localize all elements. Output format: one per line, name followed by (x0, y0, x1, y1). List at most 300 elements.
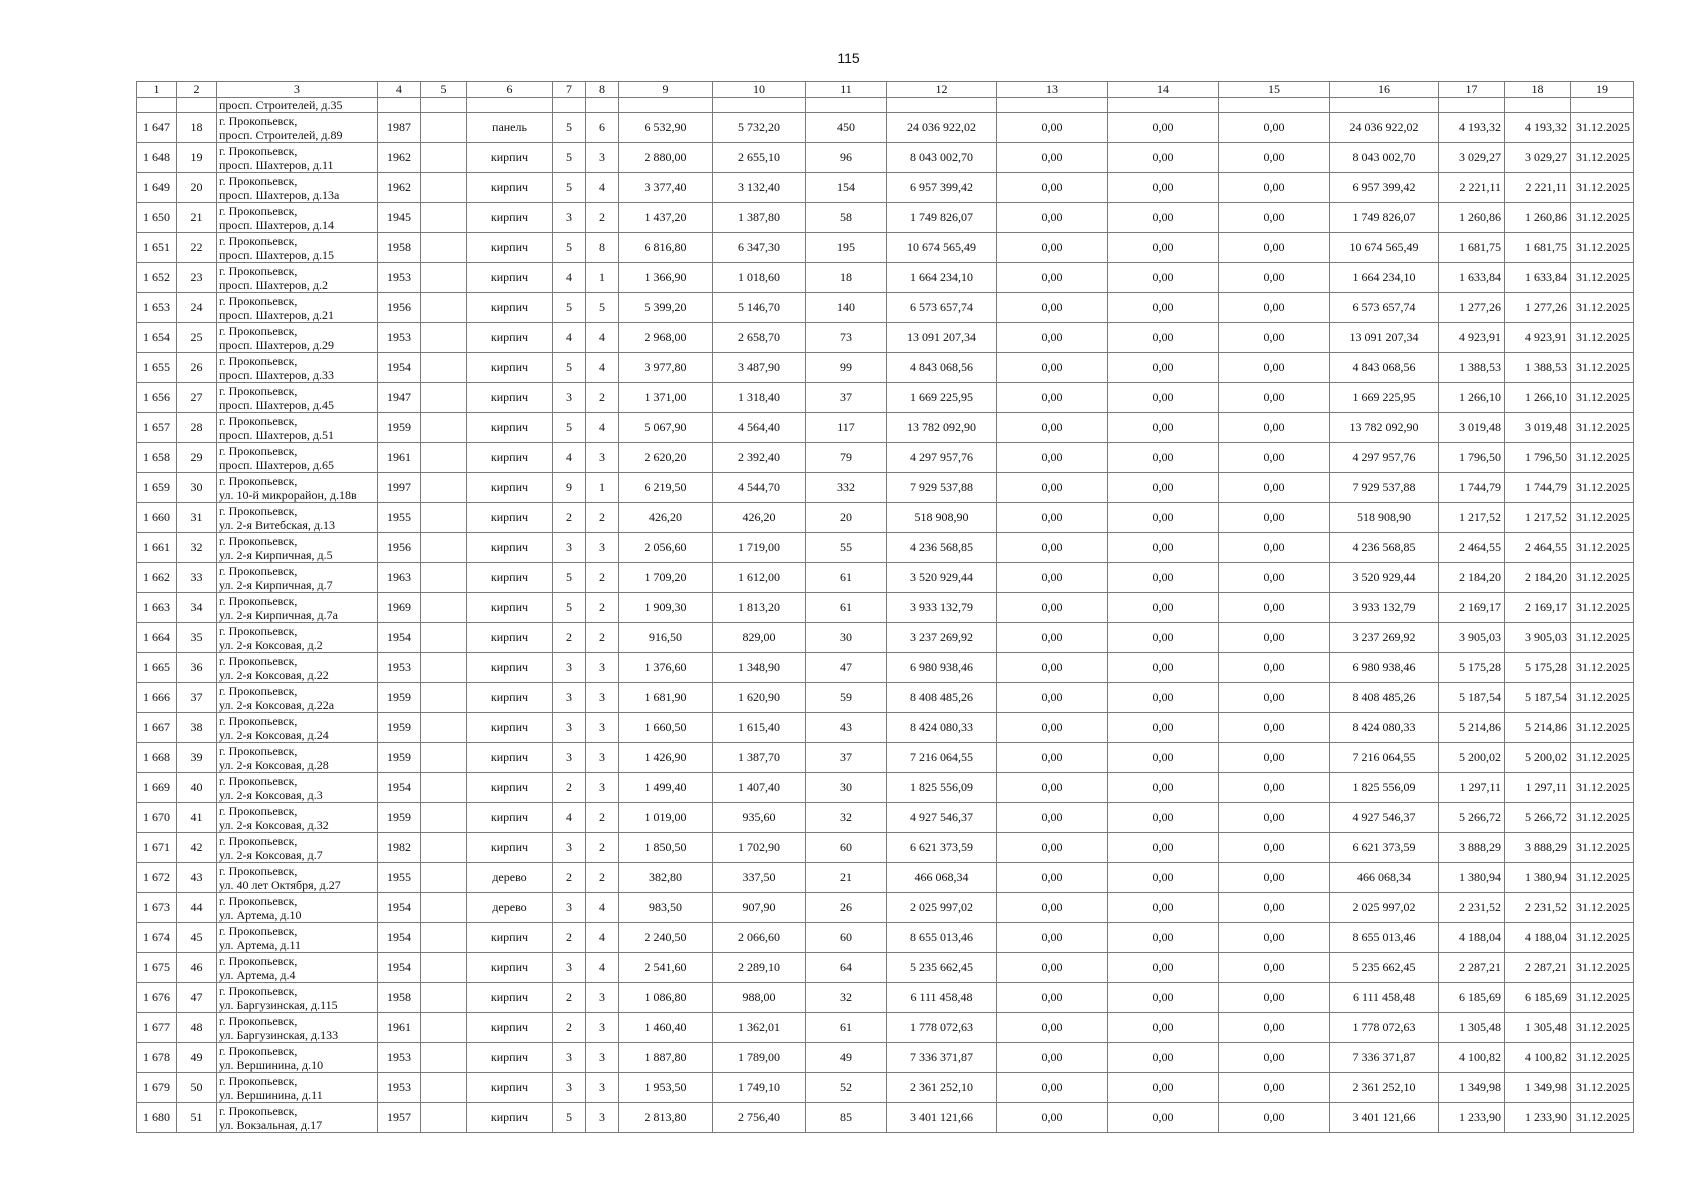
cost-local: 0,00 (1219, 473, 1330, 503)
col-5 (421, 623, 467, 653)
row-number: 1 652 (137, 263, 177, 293)
total-cost: 6 957 399,42 (887, 173, 997, 203)
address-street: ул. 2-я Кирпичная, д.7а (219, 607, 338, 622)
wall-material: кирпич (467, 1073, 553, 1103)
table-row (137, 563, 1634, 593)
cost-owners: 3 520 929,44 (1330, 563, 1439, 593)
floors: 3 (553, 653, 586, 683)
address-street: ул. 2-я Кирпичная, д.5 (219, 547, 333, 562)
address (217, 893, 378, 923)
cost-per-sqm: 1 297,11 (1439, 773, 1505, 803)
column-header: 13 (997, 82, 1108, 98)
cost-federal: 0,00 (997, 353, 1108, 383)
total-cost: 1 664 234,10 (887, 263, 997, 293)
floors: 3 (553, 1073, 586, 1103)
living-area: 1 318,40 (713, 383, 806, 413)
row-number: 1 673 (137, 893, 177, 923)
total-cost: 6 980 938,46 (887, 653, 997, 683)
entrances: 4 (586, 353, 619, 383)
row-number: 1 675 (137, 953, 177, 983)
address (217, 293, 378, 323)
living-area: 3 487,90 (713, 353, 806, 383)
address-street: ул. Артема, д.10 (219, 907, 302, 922)
total-cost: 4 843 068,56 (887, 353, 997, 383)
cost-regional: 0,00 (1108, 413, 1219, 443)
cost-regional: 0,00 (1108, 473, 1219, 503)
living-area: 1 407,40 (713, 773, 806, 803)
address-street: ул. 2-я Коксовая, д.32 (219, 817, 329, 832)
cost-local: 0,00 (1219, 773, 1330, 803)
floors: 4 (553, 803, 586, 833)
row-number: 1 664 (137, 623, 177, 653)
year-built: 1954 (378, 953, 421, 983)
living-area: 1 387,70 (713, 743, 806, 773)
wall-material: кирпич (467, 953, 553, 983)
cost-per-sqm: 1 277,26 (1439, 293, 1505, 323)
cost-local: 0,00 (1219, 653, 1330, 683)
address-city: г. Прокопьевск, (219, 383, 298, 398)
living-area: 1 018,60 (713, 263, 806, 293)
cost-local: 0,00 (1219, 1013, 1330, 1043)
column-header: 7 (553, 82, 586, 98)
entrances: 2 (586, 593, 619, 623)
floors: 3 (553, 533, 586, 563)
cost-federal: 0,00 (997, 413, 1108, 443)
living-area: 1 615,40 (713, 713, 806, 743)
entrances: 5 (586, 293, 619, 323)
year-built: 1956 (378, 293, 421, 323)
col-5 (421, 263, 467, 293)
entrances: 2 (586, 563, 619, 593)
address (217, 533, 378, 563)
row-number: 1 665 (137, 653, 177, 683)
max-cost-per-sqm: 1 380,94 (1505, 863, 1571, 893)
col-5 (421, 293, 467, 323)
address-street: ул. Вершинина, д.10 (219, 1057, 324, 1072)
cost-owners: 3 401 121,66 (1330, 1103, 1439, 1133)
total-cost: 1 669 225,95 (887, 383, 997, 413)
total-area: 1 426,90 (619, 743, 713, 773)
cost-owners: 4 236 568,85 (1330, 533, 1439, 563)
entrances: 1 (586, 263, 619, 293)
wall-material: кирпич (467, 473, 553, 503)
address-city: г. Прокопьевск, (219, 413, 298, 428)
floors: 2 (553, 503, 586, 533)
entrances: 4 (586, 953, 619, 983)
table-row (137, 293, 1634, 323)
row-number: 1 648 (137, 143, 177, 173)
wall-material: кирпич (467, 203, 553, 233)
local-number: 25 (177, 323, 217, 353)
cost-local: 0,00 (1219, 293, 1330, 323)
table-row (137, 143, 1634, 173)
floors: 5 (553, 413, 586, 443)
max-cost-per-sqm: 3 029,27 (1505, 143, 1571, 173)
total-cost: 10 674 565,49 (887, 233, 997, 263)
table-row (137, 323, 1634, 353)
address-street: просп. Шахтеров, д.15 (219, 247, 334, 262)
cost-federal: 0,00 (997, 863, 1108, 893)
col-5 (421, 473, 467, 503)
table-row (137, 443, 1634, 473)
address (217, 1073, 378, 1103)
total-area: 916,50 (619, 623, 713, 653)
address-city: г. Прокопьевск, (219, 323, 298, 338)
living-area: 5 146,70 (713, 293, 806, 323)
cost-local: 0,00 (1219, 803, 1330, 833)
local-number: 40 (177, 773, 217, 803)
living-area: 1 348,90 (713, 653, 806, 683)
cost-regional: 0,00 (1108, 983, 1219, 1013)
col-5 (421, 1103, 467, 1133)
year-built: 1954 (378, 353, 421, 383)
year-built: 1997 (378, 473, 421, 503)
cost-per-sqm: 2 169,17 (1439, 593, 1505, 623)
address-city: г. Прокопьевск, (219, 443, 298, 458)
total-area: 1 376,60 (619, 653, 713, 683)
cost-regional: 0,00 (1108, 893, 1219, 923)
completion-date: 31.12.2025 (1571, 1013, 1634, 1043)
row-number: 1 672 (137, 863, 177, 893)
address-street: просп. Шахтеров, д.51 (219, 427, 334, 442)
cost-local: 0,00 (1219, 173, 1330, 203)
max-cost-per-sqm: 6 185,69 (1505, 983, 1571, 1013)
cost-per-sqm: 1 266,10 (1439, 383, 1505, 413)
col-5 (421, 533, 467, 563)
cost-owners: 1 825 556,09 (1330, 773, 1439, 803)
residents: 20 (806, 503, 887, 533)
year-built: 1955 (378, 863, 421, 893)
residents: 117 (806, 413, 887, 443)
total-area: 1 909,30 (619, 593, 713, 623)
col-5 (421, 983, 467, 1013)
floors: 4 (553, 443, 586, 473)
max-cost-per-sqm: 1 349,98 (1505, 1073, 1571, 1103)
year-built: 1963 (378, 563, 421, 593)
local-number: 27 (177, 383, 217, 413)
cost-per-sqm: 6 185,69 (1439, 983, 1505, 1013)
cost-owners: 6 621 373,59 (1330, 833, 1439, 863)
address (217, 233, 378, 263)
max-cost-per-sqm: 1 633,84 (1505, 263, 1571, 293)
total-area: 5 067,90 (619, 413, 713, 443)
row-number: 1 654 (137, 323, 177, 353)
address (217, 683, 378, 713)
floors: 2 (553, 983, 586, 1013)
address-city: г. Прокопьевск, (219, 863, 298, 878)
residents: 450 (806, 113, 887, 143)
year-built: 1954 (378, 773, 421, 803)
max-cost-per-sqm: 5 214,86 (1505, 713, 1571, 743)
row-number: 1 658 (137, 443, 177, 473)
address-city: г. Прокопьевск, (219, 713, 298, 728)
address (217, 173, 378, 203)
row-number: 1 676 (137, 983, 177, 1013)
col-5 (421, 743, 467, 773)
residents: 61 (806, 593, 887, 623)
local-number: 28 (177, 413, 217, 443)
entrances: 2 (586, 503, 619, 533)
wall-material: кирпич (467, 413, 553, 443)
total-area: 6 532,90 (619, 113, 713, 143)
address-street: просп. Шахтеров, д.29 (219, 337, 334, 352)
completion-date: 31.12.2025 (1571, 473, 1634, 503)
total-area: 1 953,50 (619, 1073, 713, 1103)
cost-federal: 0,00 (997, 893, 1108, 923)
address-street: ул. Артема, д.4 (219, 967, 296, 982)
floors: 5 (553, 1103, 586, 1133)
table-row (137, 773, 1634, 803)
max-cost-per-sqm: 2 231,52 (1505, 893, 1571, 923)
col-5 (421, 563, 467, 593)
cost-federal: 0,00 (997, 653, 1108, 683)
cost-federal: 0,00 (997, 503, 1108, 533)
cost-federal: 0,00 (997, 323, 1108, 353)
housing-table (136, 81, 1634, 1133)
total-area: 1 371,00 (619, 383, 713, 413)
cost-local: 0,00 (1219, 1043, 1330, 1073)
address (217, 773, 378, 803)
cost-federal: 0,00 (997, 923, 1108, 953)
cost-owners: 8 043 002,70 (1330, 143, 1439, 173)
row-number: 1 653 (137, 293, 177, 323)
column-header: 19 (1571, 82, 1634, 98)
year-built: 1961 (378, 1013, 421, 1043)
cost-local: 0,00 (1219, 563, 1330, 593)
entrances: 2 (586, 803, 619, 833)
row-number: 1 649 (137, 173, 177, 203)
wall-material: кирпич (467, 653, 553, 683)
table-row (137, 983, 1634, 1013)
completion-date: 31.12.2025 (1571, 383, 1634, 413)
address-city: г. Прокопьевск, (219, 653, 298, 668)
completion-date: 31.12.2025 (1571, 983, 1634, 1013)
cost-per-sqm: 4 100,82 (1439, 1043, 1505, 1073)
cost-per-sqm: 2 184,20 (1439, 563, 1505, 593)
address-city: г. Прокопьевск, (219, 293, 298, 308)
total-cost: 4 927 546,37 (887, 803, 997, 833)
living-area: 426,20 (713, 503, 806, 533)
residents: 154 (806, 173, 887, 203)
max-cost-per-sqm: 4 100,82 (1505, 1043, 1571, 1073)
cost-federal: 0,00 (997, 113, 1108, 143)
local-number: 33 (177, 563, 217, 593)
address-street: ул. Баргузинская, д.133 (219, 1027, 339, 1042)
cost-local: 0,00 (1219, 353, 1330, 383)
wall-material: кирпич (467, 1103, 553, 1133)
address-street: ул. Артема, д.11 (219, 937, 302, 952)
floors: 2 (553, 773, 586, 803)
row-number: 1 669 (137, 773, 177, 803)
address-street: ул. Вокзальная, д.17 (219, 1117, 323, 1132)
cost-federal: 0,00 (997, 383, 1108, 413)
wall-material: кирпич (467, 923, 553, 953)
cost-per-sqm: 2 231,52 (1439, 893, 1505, 923)
cost-federal: 0,00 (997, 953, 1108, 983)
address (217, 1013, 378, 1043)
living-area: 2 658,70 (713, 323, 806, 353)
address-city: г. Прокопьевск, (219, 563, 298, 578)
entrances: 4 (586, 923, 619, 953)
address-city: г. Прокопьевск, (219, 113, 298, 128)
total-cost: 1 778 072,63 (887, 1013, 997, 1043)
living-area: 1 702,90 (713, 833, 806, 863)
cost-regional: 0,00 (1108, 143, 1219, 173)
living-area: 4 564,40 (713, 413, 806, 443)
address-city: г. Прокопьевск, (219, 173, 298, 188)
living-area: 935,60 (713, 803, 806, 833)
col-5 (421, 233, 467, 263)
col-5 (421, 1073, 467, 1103)
col-5 (421, 173, 467, 203)
table-row (137, 923, 1634, 953)
col-5 (421, 923, 467, 953)
year-built: 1982 (378, 833, 421, 863)
max-cost-per-sqm: 1 681,75 (1505, 233, 1571, 263)
completion-date: 31.12.2025 (1571, 833, 1634, 863)
column-header: 5 (421, 82, 467, 98)
total-cost: 466 068,34 (887, 863, 997, 893)
local-number: 51 (177, 1103, 217, 1133)
entrances: 3 (586, 443, 619, 473)
year-built: 1954 (378, 623, 421, 653)
completion-date: 31.12.2025 (1571, 863, 1634, 893)
address-city: г. Прокопьевск, (219, 893, 298, 908)
living-area: 1 719,00 (713, 533, 806, 563)
floors: 2 (553, 863, 586, 893)
cost-owners: 13 091 207,34 (1330, 323, 1439, 353)
address-street: ул. 2-я Витебская, д.13 (219, 517, 336, 532)
year-built: 1958 (378, 233, 421, 263)
cost-owners: 3 237 269,92 (1330, 623, 1439, 653)
row-number: 1 677 (137, 1013, 177, 1043)
cost-regional: 0,00 (1108, 323, 1219, 353)
table-row (137, 1043, 1634, 1073)
address-street: просп. Строителей, д.89 (219, 127, 343, 142)
entrances: 4 (586, 413, 619, 443)
floors: 3 (553, 683, 586, 713)
total-area: 1 681,90 (619, 683, 713, 713)
address-city: г. Прокопьевск, (219, 923, 298, 938)
cost-local: 0,00 (1219, 113, 1330, 143)
address-street: просп. Шахтеров, д.11 (219, 157, 334, 172)
residents: 73 (806, 323, 887, 353)
cost-per-sqm: 1 305,48 (1439, 1013, 1505, 1043)
address-street: ул. 2-я Коксовая, д.3 (219, 787, 323, 802)
row-number: 1 666 (137, 683, 177, 713)
address (217, 143, 378, 173)
living-area: 1 387,80 (713, 203, 806, 233)
total-area: 2 968,00 (619, 323, 713, 353)
cost-per-sqm: 4 923,91 (1439, 323, 1505, 353)
cost-local: 0,00 (1219, 1073, 1330, 1103)
row-number: 1 662 (137, 563, 177, 593)
address-city: г. Прокопьевск, (219, 203, 298, 218)
total-area: 2 813,80 (619, 1103, 713, 1133)
total-cost: 5 235 662,45 (887, 953, 997, 983)
year-built: 1959 (378, 743, 421, 773)
address (217, 803, 378, 833)
floors: 5 (553, 113, 586, 143)
max-cost-per-sqm: 1 260,86 (1505, 203, 1571, 233)
cost-owners: 4 843 068,56 (1330, 353, 1439, 383)
wall-material: кирпич (467, 323, 553, 353)
max-cost-per-sqm: 1 388,53 (1505, 353, 1571, 383)
cost-per-sqm: 3 029,27 (1439, 143, 1505, 173)
residents: 140 (806, 293, 887, 323)
cost-regional: 0,00 (1108, 713, 1219, 743)
entrances: 3 (586, 1043, 619, 1073)
year-built: 1953 (378, 1073, 421, 1103)
living-area: 5 732,20 (713, 113, 806, 143)
address-city: г. Прокопьевск, (219, 743, 298, 758)
cost-owners: 6 111 458,48 (1330, 983, 1439, 1013)
local-number: 34 (177, 593, 217, 623)
max-cost-per-sqm: 2 169,17 (1505, 593, 1571, 623)
cost-federal: 0,00 (997, 1043, 1108, 1073)
table-row (137, 203, 1634, 233)
cost-regional: 0,00 (1108, 1103, 1219, 1133)
living-area: 337,50 (713, 863, 806, 893)
residents: 26 (806, 893, 887, 923)
completion-date: 31.12.2025 (1571, 1043, 1634, 1073)
cost-local: 0,00 (1219, 713, 1330, 743)
residents: 43 (806, 713, 887, 743)
completion-date: 31.12.2025 (1571, 203, 1634, 233)
column-header: 18 (1505, 82, 1571, 98)
cost-per-sqm: 2 287,21 (1439, 953, 1505, 983)
col-5 (421, 683, 467, 713)
entrances: 2 (586, 833, 619, 863)
cost-regional: 0,00 (1108, 1073, 1219, 1103)
wall-material: кирпич (467, 983, 553, 1013)
address (217, 263, 378, 293)
living-area: 2 066,60 (713, 923, 806, 953)
cost-federal: 0,00 (997, 473, 1108, 503)
col-5 (421, 503, 467, 533)
total-cost: 13 782 092,90 (887, 413, 997, 443)
floors: 5 (553, 593, 586, 623)
address-city: г. Прокопьевск, (219, 1073, 298, 1088)
cost-per-sqm: 5 214,86 (1439, 713, 1505, 743)
col-5 (421, 143, 467, 173)
local-number: 29 (177, 443, 217, 473)
entrances: 3 (586, 1013, 619, 1043)
year-built: 1956 (378, 533, 421, 563)
floors: 3 (553, 833, 586, 863)
total-area: 426,20 (619, 503, 713, 533)
residents: 55 (806, 533, 887, 563)
cost-per-sqm: 3 905,03 (1439, 623, 1505, 653)
year-built: 1959 (378, 713, 421, 743)
max-cost-per-sqm: 3 888,29 (1505, 833, 1571, 863)
column-header: 9 (619, 82, 713, 98)
col-5 (421, 113, 467, 143)
table-row (137, 383, 1634, 413)
local-number: 18 (177, 113, 217, 143)
entrances: 3 (586, 743, 619, 773)
col-5 (421, 383, 467, 413)
cost-regional: 0,00 (1108, 953, 1219, 983)
cost-owners: 1 778 072,63 (1330, 1013, 1439, 1043)
completion-date: 31.12.2025 (1571, 143, 1634, 173)
row-number: 1 659 (137, 473, 177, 503)
wall-material: кирпич (467, 713, 553, 743)
col-5 (421, 713, 467, 743)
total-area: 1 660,50 (619, 713, 713, 743)
total-cost: 1 749 826,07 (887, 203, 997, 233)
address-city: г. Прокопьевск, (219, 143, 298, 158)
